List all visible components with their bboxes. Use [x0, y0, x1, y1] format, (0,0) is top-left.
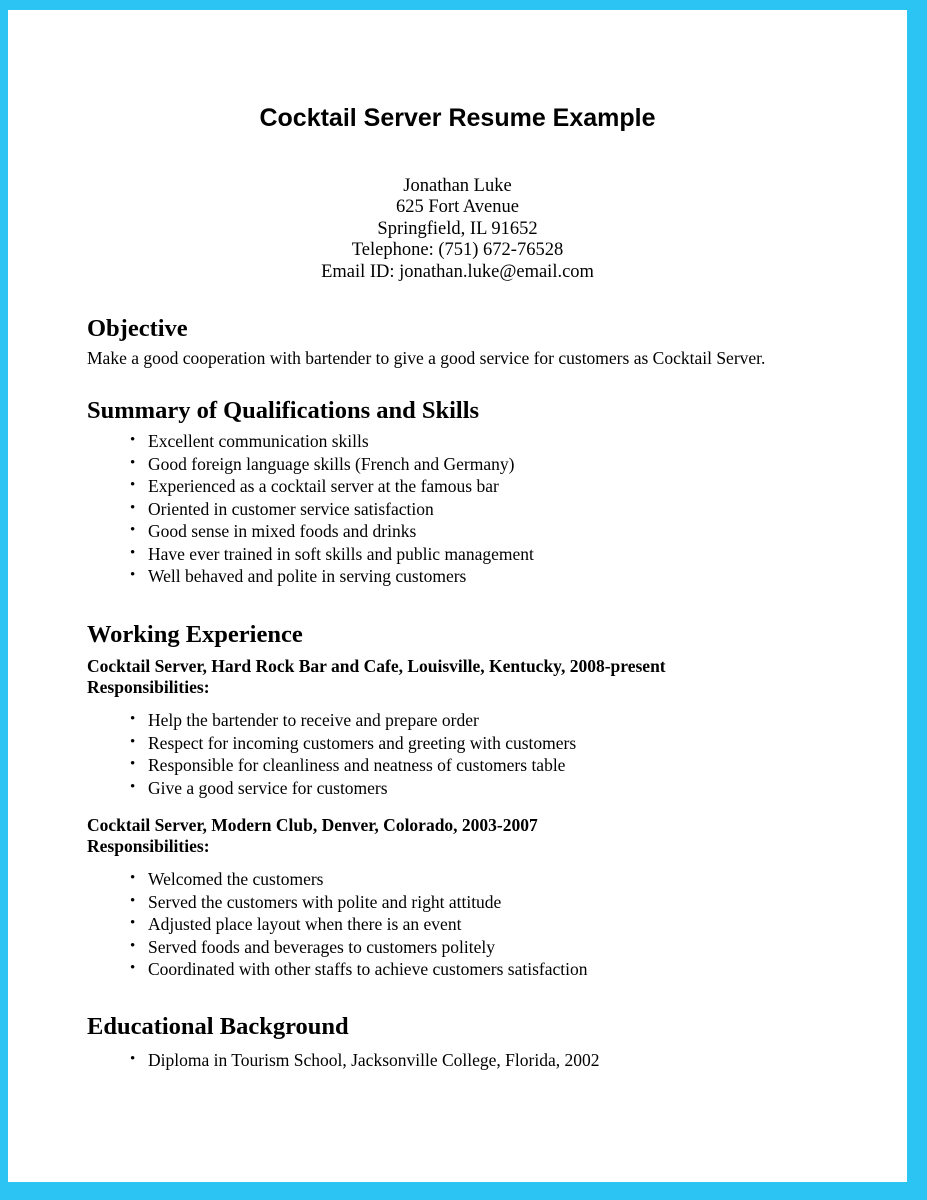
job-entry [8, 656, 907, 799]
contact-street: 625 Fort Avenue [396, 197, 519, 217]
job-responsibilities-label: Responsibilities: [87, 835, 210, 856]
job-entry [8, 815, 907, 981]
resume-page [8, 10, 907, 1182]
section-heading-summary: Summary of Qualifications and Skills [87, 397, 480, 425]
resume-document [8, 10, 907, 1071]
objective-text: Make a good cooperation with bartender to give a good service for customers as Cocktail Server. [87, 348, 766, 369]
contact-email: Email ID: jonathan.luke@email.com [321, 261, 594, 282]
list-item: • Experienced as a cocktail server at the famous bar [8, 475, 907, 498]
list-item: • Help the bartender to receive and prepare order [8, 709, 907, 732]
list-item: • Served foods and beverages to customers politely [8, 936, 907, 959]
section-education [8, 1013, 907, 1072]
section-working-experience [8, 621, 907, 981]
job-title: Cocktail Server, Modern Club, Denver, Colorado, 2003-2007 [87, 815, 538, 836]
contact-telephone: Telephone: (751) 672-76528 [351, 240, 564, 260]
list-item: • Adjusted place layout when there is an event [8, 913, 907, 936]
list-item: • Coordinated with other staffs to achieve customers satisfaction [8, 958, 907, 981]
job-bullet-list [8, 709, 907, 799]
list-item: • Responsible for cleanliness and neatness of customers table [8, 754, 907, 777]
list-item: • Diploma in Tourism School, Jacksonville College, Florida, 2002 [8, 1049, 907, 1072]
page-title: Cocktail Server Resume Example [259, 104, 656, 132]
job-title: Cocktail Server, Hard Rock Bar and Cafe, Louisville, Kentucky, 2008-present [87, 656, 666, 677]
list-item: • Respect for incoming customers and greeting with customers [8, 732, 907, 755]
education-bullet-list [8, 1049, 907, 1072]
list-item: • Oriented in customer service satisfaction [8, 498, 907, 521]
section-heading-education: Educational Background [87, 1012, 349, 1040]
list-item: • Give a good service for customers [8, 777, 907, 800]
list-item: • Welcomed the customers [8, 868, 907, 891]
job-responsibilities-label: Responsibilities: [87, 676, 210, 697]
section-heading-working-experience: Working Experience [87, 620, 303, 648]
list-item: • Excellent communication skills [8, 430, 907, 453]
section-objective [8, 315, 907, 368]
list-item: • Good sense in mixed foods and drinks [8, 520, 907, 543]
section-heading-objective: Objective [87, 315, 188, 342]
list-item: • Served the customers with polite and right attitude [8, 891, 907, 914]
list-item: • Have ever trained in soft skills and public management [8, 543, 907, 566]
section-summary [8, 397, 907, 588]
contact-name: Jonathan Luke [403, 175, 512, 196]
list-item: • Good foreign language skills (French and Germany) [8, 453, 907, 476]
list-item: • Well behaved and polite in serving customers [8, 565, 907, 588]
contact-block [8, 176, 907, 284]
contact-city: Springfield, IL 91652 [377, 218, 538, 239]
summary-bullet-list [8, 430, 907, 588]
job-bullet-list [8, 868, 907, 981]
